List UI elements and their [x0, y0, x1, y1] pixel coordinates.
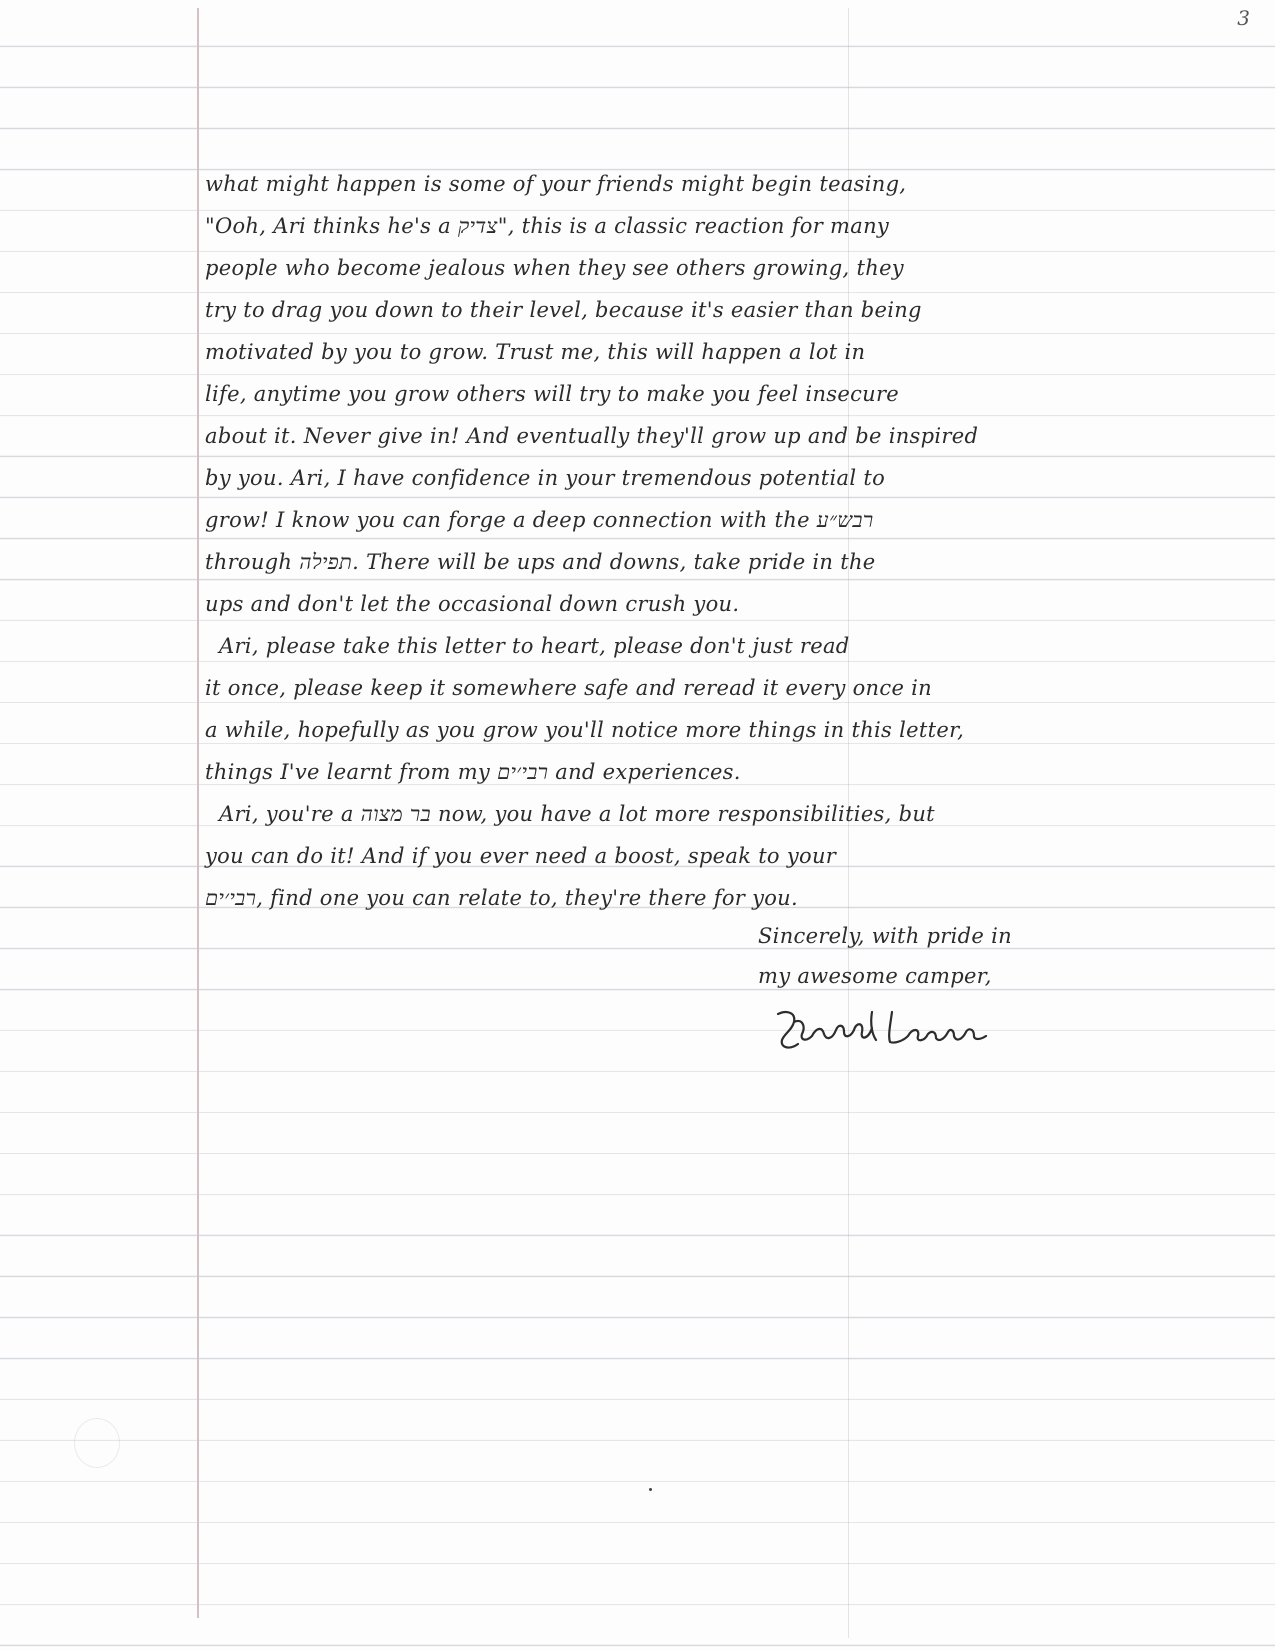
letter-line: try to drag you down to their level, because it's easier than being	[205, 298, 922, 322]
closing-line: my awesome camper,	[758, 964, 992, 988]
stray-ink-dot	[649, 1488, 652, 1491]
letter-line: grow! I know you can forge a deep connection with the רבש״ע	[205, 508, 874, 532]
letter-line: Ari, you're a בר מצוה now, you have a lot more responsibilities, but	[219, 802, 935, 826]
letter-line: through תפילה. There will be ups and downs, take pride in the	[205, 550, 876, 574]
punch-hole	[74, 1418, 120, 1468]
letter-line: motivated by you to grow. Trust me, this will happen a lot in	[205, 340, 866, 364]
letter-line: ups and don't let the occasional down crush you.	[205, 592, 740, 616]
page-number: 3	[1237, 6, 1251, 30]
letter-line: life, anytime you grow others will try to make you feel insecure	[205, 382, 900, 406]
letter-line: you can do it! And if you ever need a boost, speak to your	[205, 844, 837, 868]
letter-line: רבי׳ים, find one you can relate to, they're there for you.	[205, 886, 798, 910]
letter-line: a while, hopefully as you grow you'll notice more things in this letter,	[205, 718, 965, 742]
letter-closing	[758, 916, 1012, 996]
letter-line: "Ooh, Ari thinks he's a צדיק", this is a classic reaction for many	[205, 214, 890, 238]
letter-line: by you. Ari, I have confidence in your tremendous potential to	[205, 466, 886, 490]
letter-line: about it. Never give in! And eventually they'll grow up and be inspired	[205, 424, 979, 448]
letter-line: Ari, please take this letter to heart, please don't just read	[219, 634, 850, 658]
letter-line: people who become jealous when they see others growing, they	[205, 256, 904, 280]
letter-line: it once, please keep it somewhere safe and reread it every once in	[205, 676, 932, 700]
handwritten-signature	[772, 1000, 992, 1060]
closing-line: Sincerely, with pride in	[758, 924, 1012, 948]
letter-line: things I've learnt from my רבי׳ים and experiences.	[205, 760, 741, 784]
margin-line	[197, 8, 199, 1618]
letter-line: what might happen is some of your friends might begin teasing,	[205, 172, 907, 196]
letter-body	[205, 163, 1110, 919]
